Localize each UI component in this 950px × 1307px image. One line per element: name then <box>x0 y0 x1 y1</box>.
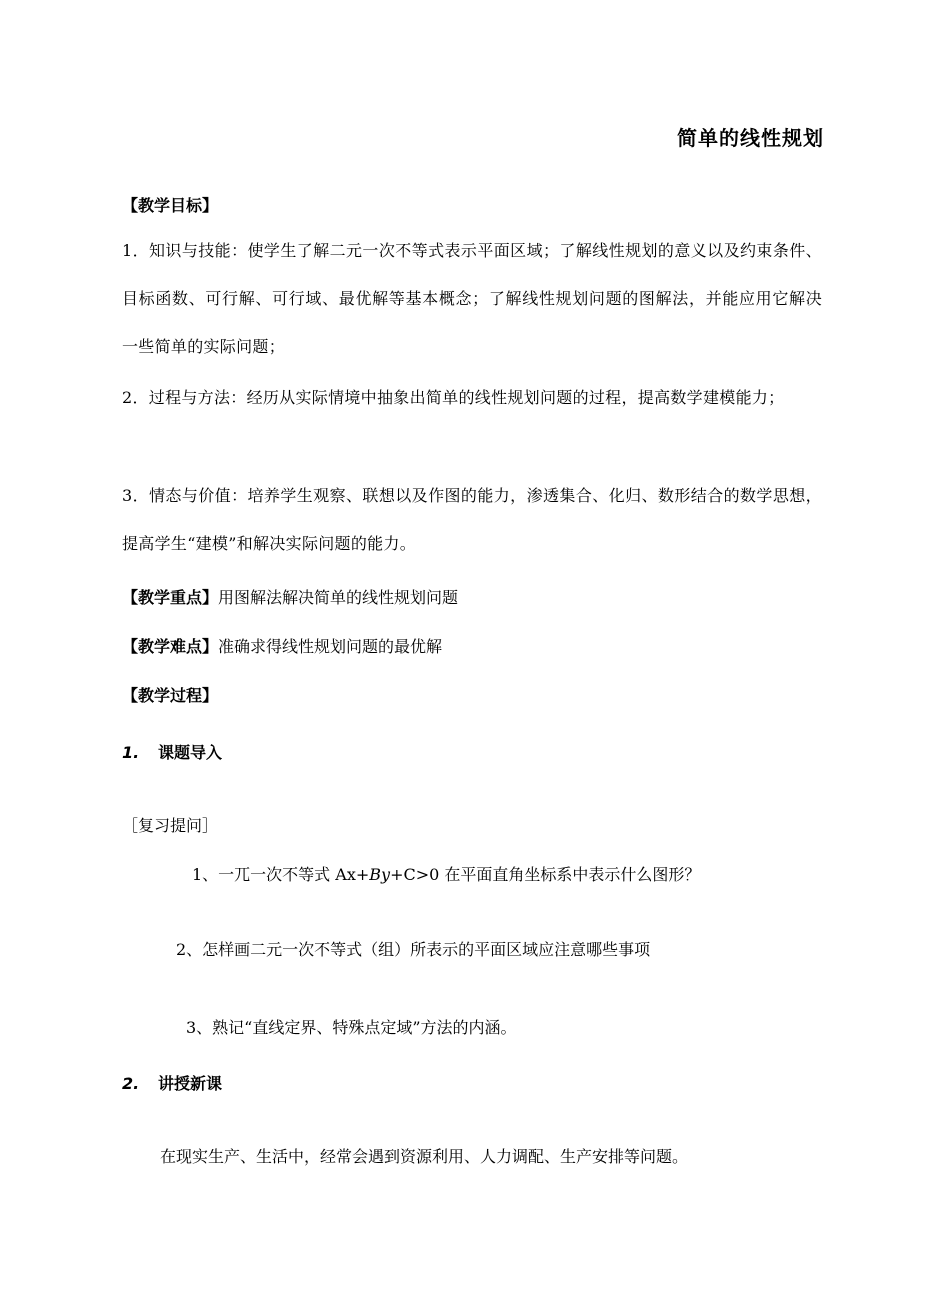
review-question-3: 3、熟记“直线定界、特殊点定域”方法的内涵。 <box>186 1018 517 1037</box>
review-question-1 <box>192 862 700 885</box>
difficulty-text: 准确求得线性规划问题的最优解 <box>218 637 443 656</box>
key-point-label: 【教学重点】 <box>122 588 219 607</box>
section-2-heading <box>122 1071 222 1094</box>
document-title: 简单的线性规划 <box>677 126 824 150</box>
intro-paragraph: 在现实生产、生活中，经常会遇到资源利用、人力调配、生产安排等问题。 <box>160 1147 689 1166</box>
objectives-heading: 【教学目标】 <box>122 196 219 215</box>
section-1-title: 课题导入 <box>158 743 223 762</box>
section-1-number: 1. <box>122 743 140 762</box>
objective-item-1: 1．知识与技能：使学生了解二元一次不等式表示平面区域；了解线性规划的意义以及约束条件、目标函数、可行解、可行域、最优解等基本概念；了解线性规划问题的图解法，并能应用它解决一些简单的实际问题； <box>122 241 822 356</box>
review-label: ［复习提问］ <box>122 816 219 835</box>
key-point-text: 用图解法解决简单的线性规划问题 <box>218 588 459 607</box>
section-2-title: 讲授新课 <box>158 1074 223 1093</box>
process-heading: 【教学过程】 <box>122 686 219 705</box>
review-question-1-part-a: 1、一兀一次不等式 Ax+ <box>192 865 370 884</box>
review-question-1-part-b: By <box>369 865 391 884</box>
objective-item-2: 2．过程与方法：经历从实际情境中抽象出简单的线性规划问题的过程，提高数学建模能力； <box>122 388 785 407</box>
objective-item-3: 3．情态与价值：培养学生观察、联想以及作图的能力，渗透集合、化归、数形结合的数学思想，提高学生“建模”和解决实际问题的能力。 <box>122 486 822 553</box>
key-point-line <box>122 585 458 608</box>
review-question-2: 2、怎样画二元一次不等式（组）所表示的平面区域应注意哪些事项 <box>176 940 651 959</box>
section-1-heading <box>122 740 222 763</box>
section-2-number: 2. <box>122 1074 140 1093</box>
review-question-1-part-c: +C>0 在平面直角坐标系中表示什么图形？ <box>390 865 701 884</box>
difficulty-label: 【教学难点】 <box>122 637 219 656</box>
difficulty-line <box>122 634 442 657</box>
